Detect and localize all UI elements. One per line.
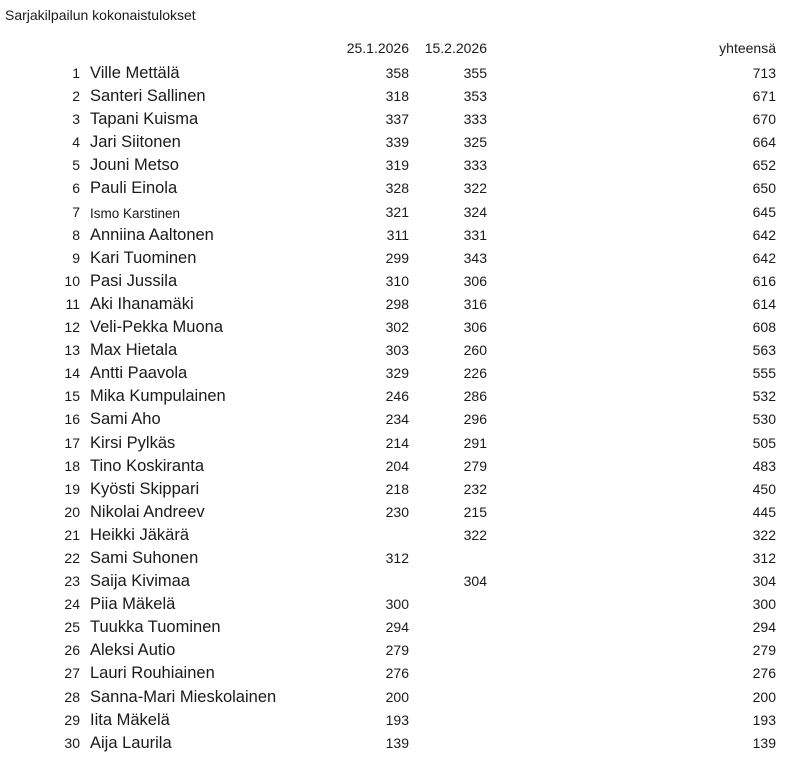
total-score-cell: 193 xyxy=(752,711,776,728)
table-row xyxy=(0,709,788,732)
rank-cell: 21 xyxy=(64,526,80,543)
rank-cell: 4 xyxy=(72,134,80,151)
table-row xyxy=(0,224,788,247)
table-row xyxy=(0,570,788,593)
round1-score-cell: 329 xyxy=(385,365,409,382)
table-row xyxy=(0,293,788,316)
name-cell: Veli-Pekka Muona xyxy=(90,318,223,337)
table-row xyxy=(0,732,788,755)
round2-score-cell: 304 xyxy=(463,573,487,590)
round2-score-cell: 316 xyxy=(463,295,487,312)
name-cell: Aki Ihanamäki xyxy=(90,294,194,313)
round2-score-cell: 333 xyxy=(463,157,487,174)
total-score-cell: 664 xyxy=(752,134,776,151)
rank-cell: 13 xyxy=(64,342,80,359)
table-row xyxy=(0,270,788,293)
total-score-cell: 276 xyxy=(752,665,776,682)
table-row xyxy=(0,201,788,224)
rank-cell: 24 xyxy=(64,596,80,613)
round1-score-cell: 279 xyxy=(385,642,409,659)
total-score-cell: 304 xyxy=(752,573,776,590)
name-cell: Max Hietala xyxy=(90,341,178,360)
round2-score-cell: 333 xyxy=(463,111,487,128)
table-row xyxy=(0,478,788,501)
rank-cell: 29 xyxy=(64,711,80,728)
rank-cell: 18 xyxy=(64,457,80,474)
table-row xyxy=(0,547,788,570)
total-score-cell: 483 xyxy=(752,457,776,474)
round2-score-cell: 226 xyxy=(463,365,487,382)
name-cell: Aija Laurila xyxy=(90,733,172,752)
name-cell: Iita Mäkelä xyxy=(90,710,170,729)
rank-cell: 15 xyxy=(64,388,80,405)
table-row xyxy=(0,686,788,709)
name-cell: Aleksi Autio xyxy=(90,641,176,660)
round2-score-cell: 353 xyxy=(463,88,487,105)
rank-cell: 22 xyxy=(64,549,80,566)
round2-score-cell: 215 xyxy=(463,503,487,520)
table-row xyxy=(0,385,788,408)
total-score-cell: 713 xyxy=(752,65,776,81)
round1-score-cell: 358 xyxy=(385,65,409,81)
name-cell: Antti Paavola xyxy=(90,364,188,383)
total-score-cell: 300 xyxy=(752,596,776,613)
round2-score-cell: 322 xyxy=(463,526,487,543)
total-score-cell: 645 xyxy=(752,203,776,220)
total-score-cell: 322 xyxy=(752,526,776,543)
round2-score-cell: 322 xyxy=(463,180,487,197)
total-score-cell: 563 xyxy=(752,342,776,359)
round1-score-cell: 311 xyxy=(386,226,409,243)
round1-score-cell: 302 xyxy=(385,319,409,336)
page-title: Sarjakilpailun kokonaistulokset xyxy=(5,7,196,23)
table-row xyxy=(0,62,788,85)
rank-cell: 25 xyxy=(64,619,80,636)
rank-cell: 23 xyxy=(64,573,80,590)
round1-score-cell: 339 xyxy=(385,134,409,151)
table-row xyxy=(0,432,788,455)
round2-score-cell: 286 xyxy=(463,388,487,405)
round1-score-cell: 214 xyxy=(385,434,409,451)
name-cell: Nikolai Andreev xyxy=(90,502,205,521)
round1-score-cell: 200 xyxy=(385,688,409,705)
rank-cell: 8 xyxy=(72,226,80,243)
name-cell: Kirsi Pylkäs xyxy=(90,433,176,452)
results-table xyxy=(0,62,788,755)
rank-cell: 1 xyxy=(72,65,80,81)
round1-score-cell: 337 xyxy=(385,111,409,128)
total-score-cell: 555 xyxy=(752,365,776,382)
total-score-cell: 616 xyxy=(752,272,776,289)
round1-score-cell: 310 xyxy=(385,272,409,289)
round2-score-cell: 260 xyxy=(463,342,487,359)
table-row xyxy=(0,362,788,385)
rank-cell: 20 xyxy=(64,503,80,520)
name-cell: Heikki Jäkärä xyxy=(90,525,190,544)
round2-score-cell: 331 xyxy=(463,226,487,243)
round2-score-cell: 291 xyxy=(463,434,487,451)
total-score-cell: 505 xyxy=(752,434,776,451)
name-cell: Saija Kivimaa xyxy=(90,572,190,591)
round1-score-cell: 312 xyxy=(385,549,409,566)
round2-score-cell: 306 xyxy=(463,319,487,336)
table-row xyxy=(0,455,788,478)
round2-score-cell: 279 xyxy=(463,457,487,474)
rank-cell: 7 xyxy=(72,203,80,220)
total-score-cell: 642 xyxy=(752,249,776,266)
table-row xyxy=(0,501,788,524)
rank-cell: 30 xyxy=(64,734,80,751)
round1-score-cell: 303 xyxy=(385,342,409,359)
round2-score-cell: 324 xyxy=(463,203,487,220)
round1-score-cell: 230 xyxy=(385,503,409,520)
table-row xyxy=(0,616,788,639)
rank-cell: 14 xyxy=(64,365,80,382)
rank-cell: 19 xyxy=(64,480,80,497)
name-cell: Piia Mäkelä xyxy=(90,595,176,614)
table-row xyxy=(0,108,788,131)
total-score-cell: 450 xyxy=(752,480,776,497)
name-cell: Santeri Sallinen xyxy=(90,87,206,106)
column-header-total: yhteensä xyxy=(719,40,776,56)
name-cell: Pasi Jussila xyxy=(90,271,178,290)
table-row xyxy=(0,639,788,662)
rank-cell: 26 xyxy=(64,642,80,659)
total-score-cell: 445 xyxy=(752,503,776,520)
total-score-cell: 279 xyxy=(752,642,776,659)
name-cell: Kyösti Skippari xyxy=(90,479,200,498)
total-score-cell: 650 xyxy=(752,180,776,197)
name-cell: Jouni Metso xyxy=(90,156,179,175)
rank-cell: 2 xyxy=(72,88,80,105)
round1-score-cell: 139 xyxy=(385,734,409,751)
total-score-cell: 532 xyxy=(752,388,776,405)
name-cell: Tuukka Tuominen xyxy=(90,618,221,637)
name-cell: Mika Kumpulainen xyxy=(90,387,226,406)
name-cell: Sami Aho xyxy=(90,410,161,429)
total-score-cell: 608 xyxy=(752,319,776,336)
round2-score-cell: 232 xyxy=(463,480,487,497)
round1-score-cell: 204 xyxy=(385,457,409,474)
rank-cell: 27 xyxy=(64,665,80,682)
name-cell: Sanna-Mari Mieskolainen xyxy=(90,687,277,706)
round1-score-cell: 300 xyxy=(385,596,409,613)
table-row xyxy=(0,177,788,200)
total-score-cell: 614 xyxy=(752,295,776,312)
round1-score-cell: 299 xyxy=(385,249,409,266)
name-cell: Lauri Rouhiainen xyxy=(90,664,215,683)
rank-cell: 28 xyxy=(64,688,80,705)
rank-cell: 10 xyxy=(64,272,80,289)
round1-score-cell: 218 xyxy=(385,480,409,497)
round2-score-cell: 296 xyxy=(463,411,487,428)
rank-cell: 11 xyxy=(65,295,80,312)
rank-cell: 6 xyxy=(72,180,80,197)
total-score-cell: 671 xyxy=(752,88,776,105)
table-row xyxy=(0,85,788,108)
round2-score-cell: 306 xyxy=(463,272,487,289)
total-score-cell: 670 xyxy=(752,111,776,128)
rank-cell: 5 xyxy=(72,157,80,174)
round1-score-cell: 276 xyxy=(385,665,409,682)
table-row xyxy=(0,408,788,431)
round1-score-cell: 318 xyxy=(385,88,409,105)
round1-score-cell: 246 xyxy=(385,388,409,405)
round2-score-cell: 343 xyxy=(463,249,487,266)
table-row xyxy=(0,131,788,154)
name-cell: Ismo Karstinen xyxy=(90,205,181,221)
name-cell: Tino Koskiranta xyxy=(90,456,205,475)
round1-score-cell: 328 xyxy=(385,180,409,197)
table-row xyxy=(0,524,788,547)
round1-score-cell: 298 xyxy=(385,295,409,312)
total-score-cell: 530 xyxy=(752,411,776,428)
total-score-cell: 652 xyxy=(752,157,776,174)
name-cell: Sami Suhonen xyxy=(90,548,199,567)
round1-score-cell: 321 xyxy=(385,203,409,220)
total-score-cell: 642 xyxy=(752,226,776,243)
column-header-round1: 25.1.2026 xyxy=(346,40,409,56)
round1-score-cell: 294 xyxy=(385,619,409,636)
rank-cell: 17 xyxy=(64,434,80,451)
rank-cell: 12 xyxy=(64,319,80,336)
name-cell: Jari Siitonen xyxy=(90,133,181,152)
rank-cell: 3 xyxy=(72,111,80,128)
round2-score-cell: 355 xyxy=(463,65,487,81)
table-row xyxy=(0,339,788,362)
table-row xyxy=(0,316,788,339)
name-cell: Tapani Kuisma xyxy=(90,110,199,129)
column-header-round2: 15.2.2026 xyxy=(424,40,487,56)
name-cell: Anniina Aaltonen xyxy=(90,225,214,244)
round2-score-cell: 325 xyxy=(463,134,487,151)
name-cell: Pauli Einola xyxy=(90,179,178,198)
round1-score-cell: 319 xyxy=(385,157,409,174)
table-row xyxy=(0,154,788,177)
name-cell: Kari Tuominen xyxy=(90,248,197,267)
total-score-cell: 139 xyxy=(752,734,776,751)
round1-score-cell: 193 xyxy=(385,711,409,728)
total-score-cell: 294 xyxy=(752,619,776,636)
table-row xyxy=(0,593,788,616)
total-score-cell: 312 xyxy=(752,549,776,566)
round1-score-cell: 234 xyxy=(385,411,409,428)
rank-cell: 16 xyxy=(64,411,80,428)
name-cell: Ville Mettälä xyxy=(90,64,180,82)
table-row xyxy=(0,247,788,270)
total-score-cell: 200 xyxy=(752,688,776,705)
rank-cell: 9 xyxy=(72,249,80,266)
table-row xyxy=(0,662,788,685)
